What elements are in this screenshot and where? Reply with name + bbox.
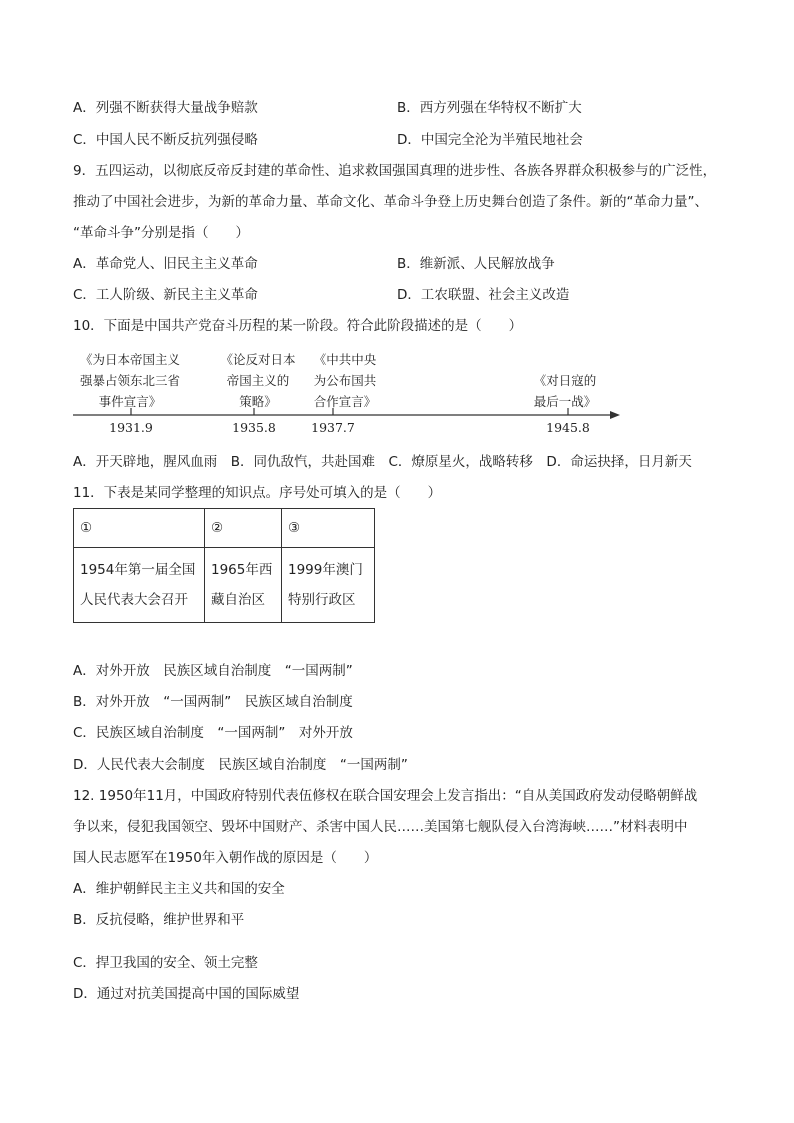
q9-option-d: D．工农联盟、社会主义改造 — [397, 287, 570, 303]
table-cell-1: 1954年第一届全国 人民代表大会召开 — [74, 548, 205, 623]
q11-option-a: A．对外开放 民族区域自治制度 “一国两制” — [73, 663, 353, 679]
q11-option-b: B．对外开放 “一国两制” 民族区域自治制度 — [73, 694, 353, 710]
timeline-date-1: 1931.9 — [109, 420, 153, 435]
q9-stem-line3: “革命斗争”分别是指（ ） — [73, 225, 249, 241]
q11-knowledge-table — [73, 508, 375, 623]
q9-stem-line1: 9．五四运动，以彻底反帝反封建的革命性、追求救国强国真理的进步性、各族各界群众积极参与的广泛性， — [73, 163, 717, 179]
table-header-2: ② — [205, 509, 282, 548]
q11-option-c: C．民族区域自治制度 “一国两制” 对外开放 — [73, 725, 353, 741]
table-cell-3: 1999年澳门 特别行政区 — [282, 548, 375, 623]
timeline-event-4-line2: 最后一战》 — [533, 394, 597, 409]
q9-option-a: A．革命党人、旧民主主义革命 — [73, 256, 258, 272]
q12-stem-line3: 国人民志愿军在1950年入朝作战的原因是（ ） — [73, 850, 378, 866]
q10-options: A．开天辟地，腥风血雨 B．同仇敌忾，共赴国难 C．燎原星火，战略转移 D．命运抉择，日月新天 — [73, 454, 692, 470]
timeline-event-1-line3: 事件宣言》 — [98, 394, 162, 409]
timeline-event-4 — [534, 373, 597, 409]
q8-option-c: C．中国人民不断反抗列强侵略 — [73, 132, 258, 148]
q8-option-b: B．西方列强在华特权不断扩大 — [397, 100, 582, 116]
table-header-1: ① — [74, 509, 205, 548]
q9-option-b: B．维新派、人民解放战争 — [397, 256, 555, 272]
timeline-event-2 — [220, 352, 295, 409]
timeline-date-2: 1935.8 — [232, 420, 276, 435]
timeline-event-2-line2: 帝国主义的 — [226, 373, 290, 388]
q11-stem: 11．下表是某同学整理的知识点。序号处可填入的是（ ） — [73, 485, 442, 501]
table-cell-2: 1965年西 藏自治区 — [205, 548, 282, 623]
timeline-event-1 — [80, 352, 181, 409]
timeline-arrow-icon — [610, 411, 620, 419]
q8-option-d: D．中国完全沦为半殖民地社会 — [397, 132, 583, 148]
q11-option-d: D．人民代表大会制度 民族区域自治制度 “一国两制” — [73, 757, 408, 773]
q10-timeline — [0, 348, 794, 448]
q12-option-d: D．通过对抗美国提高中国的国际威望 — [73, 986, 300, 1002]
timeline-event-3-line1: 《中共中央 — [313, 352, 377, 367]
timeline-event-3 — [314, 352, 377, 409]
timeline-date-3: 1937.7 — [311, 420, 355, 435]
timeline-event-4-line1: 《对日寇的 — [533, 373, 597, 388]
q12-stem-line1: 12. 1950年11月，中国政府特别代表伍修权在联合国安理会上发言指出：“自从美国政府发动侵略朝鲜战 — [73, 788, 698, 804]
timeline-event-1-line1: 《为日本帝国主义 — [79, 352, 181, 367]
q12-option-b: B．反抗侵略，维护世界和平 — [73, 912, 245, 928]
q10-stem: 10．下面是中国共产党奋斗历程的某一阶段。符合此阶段描述的是（ ） — [73, 318, 523, 334]
timeline-event-2-line3: 策略》 — [239, 394, 277, 409]
timeline-event-1-line2: 强暴占领东北三省 — [79, 373, 181, 388]
timeline-date-4: 1945.8 — [546, 420, 590, 435]
q9-stem-line2: 推动了中国社会进步，为新的革命力量、革命文化、革命斗争登上历史舞台创造了条件。新的“革命力量”、 — [73, 194, 708, 210]
q12-stem-line2: 争以来，侵犯我国领空、毁坏中国财产、杀害中国人民……美国第七舰队侵入台湾海峡……”材料表明中 — [73, 819, 688, 835]
q8-option-a: A．列强不断获得大量战争赔款 — [73, 100, 258, 116]
q9-option-c: C．工人阶级、新民主主义革命 — [73, 287, 258, 303]
timeline-event-2-line1: 《论反对日本 — [220, 352, 296, 367]
table-header-3: ③ — [282, 509, 375, 548]
q12-option-a: A．维护朝鲜民主主义共和国的安全 — [73, 881, 285, 897]
q12-option-c: C．捍卫我国的安全、领土完整 — [73, 955, 258, 971]
timeline-event-3-line2: 为公布国共 — [313, 373, 377, 388]
timeline-event-3-line3: 合作宣言》 — [313, 394, 377, 409]
